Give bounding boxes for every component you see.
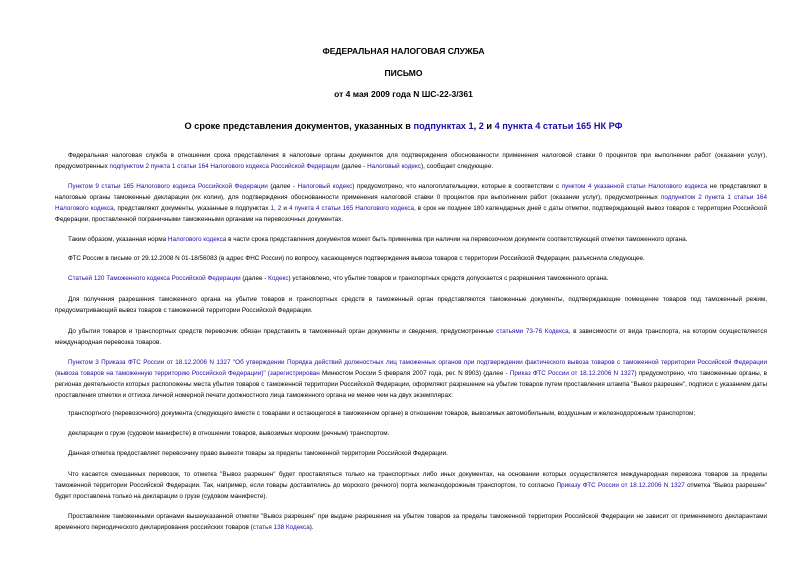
- subject-link-subparagraph-1[interactable]: подпунктах 1: [413, 121, 474, 131]
- text: отметка "Вывоз разрешен" будет проставлена только на декларации о грузе (судовом манифесте).: [55, 482, 767, 500]
- text: (далее -: [267, 183, 298, 190]
- link-article-165-point-4[interactable]: пунктом 4 указанной статьи Налогового кодекса: [561, 183, 708, 190]
- link-tax-code[interactable]: Налогового кодекса: [167, 236, 227, 243]
- text: ) предусмотрено, что таможенные органы, в регионах деятельности которых расположены места убытия товаров с таможенной территории Российской Федерации, оформляют разрешение на убытие товаров путем проставления штампа "Вывоз разрешен", подписи с указанием даты проставления отметки и оттиска личной номерной печати должностного лица таможенного органа не менее чем на двух экземплярах:: [55, 370, 767, 399]
- link-customs-code[interactable]: Кодекс: [268, 275, 289, 282]
- paragraph-5: [55, 273, 767, 284]
- link-tax-code[interactable]: Налоговый кодекс: [367, 163, 421, 170]
- text: Что касается смешанных перевозок, то отметка "Вывоз разрешен" будет проставляться только на транспортных либо иных документах, на основании которых осуществляется международная перевозка товаров за пределы таможенной территории Российской Федерации. Так, например, если товары доставлялись до морского (речного) порта железнодорожным транспортом, то согласно: [55, 471, 767, 489]
- text: ФТС России в письме от 29.12.2008 N 01-18/56083 (в адрес ФНС России) по вопросу, касающемуся подтверждения вывоза товаров с территории Российской Федерации, разъяснила следующее.: [68, 255, 645, 262]
- paragraph-10: [55, 428, 767, 439]
- text: , в зависимости от вида транспорта, на котором осуществляется международная перевозка товаров.: [55, 328, 767, 346]
- text: Минюстом России 5 февраля 2007 года, рег. N 8903) (далее -: [319, 370, 510, 377]
- link-article-138[interactable]: статья 138 Кодекса: [252, 524, 310, 531]
- link-article-164[interactable]: подпунктом 2 пункта 1 статьи 164 Налогового кодекса Российской Федерации: [109, 163, 340, 170]
- paragraph-9: [55, 408, 767, 419]
- text: не представляют в налоговые органы таможенные декларации (их копии), для подтверждения обоснованности применения налоговой ставки 0 процентов при выполнении работ (оказании услуг), предусмотренных: [55, 183, 767, 201]
- text: декларации о грузе (судовом манифесте) в отношении товаров, вывозимых морским (речным) транспортом.: [68, 430, 390, 437]
- link-fts-order-1327[interactable]: Приказу ФТС России от 18.12.2006 N 1327: [556, 482, 685, 489]
- text: ) предусмотрено, что налогоплательщики, которые в соответствии с: [352, 183, 562, 190]
- paragraph-8: [55, 357, 767, 401]
- link-article-165-point-4-sub-4[interactable]: 4 пункта 4 статьи 165 Налогового кодекса: [288, 205, 414, 212]
- document-type: ПИСЬМО: [384, 68, 423, 78]
- text: ).: [309, 524, 314, 531]
- text: ), сообщает следующее.: [420, 163, 494, 170]
- link-customs-code-article-120[interactable]: Статьей 120 Таможенного кодекса Российской Федерации: [68, 275, 241, 282]
- paragraph-11: [55, 448, 767, 459]
- paragraph-13: [55, 511, 767, 533]
- text: и: [281, 205, 289, 212]
- text: Таким образом, указанная норма: [68, 236, 168, 243]
- link-fts-order-1327[interactable]: Приказ ФТС России от 18.12.2006 N 1327: [509, 370, 635, 377]
- paragraph-7: [55, 326, 767, 348]
- paragraph-2: [55, 181, 767, 225]
- text: Для получения разрешения таможенного органа на убытие товаров и транспортных средств в таможенный орган представляются таможенные документы, подтверждающие помещение товаров под таможенный режим, предусматривающий вывоз товаров с таможенной территории Российской Федерации.: [55, 296, 767, 314]
- link-subparagraph-1[interactable]: 1: [270, 205, 274, 212]
- text: Федеральная налоговая служба в отношении срока представления в налоговые органы документов для подтверждения обоснованности применения налоговой ставки 0 процентов при выполнении работ (оказании услуг), предусмотренных: [55, 152, 767, 170]
- text: (далее -: [339, 163, 368, 170]
- link-fts-order-1327-point-3[interactable]: Пунктом 3 Приказа ФТС России от 18.12.2006 N 1327 "Об утверждении Порядка действий должностных лиц таможенных органов при подтверждении фактического вывоза товаров с таможенной территории Российской Федерации (вывоза товаров на таможенную территорию Российской Федерации)" (зарегистрирован: [55, 359, 767, 377]
- link-subparagraph-2[interactable]: 2: [277, 205, 282, 212]
- text: Проставление таможенными органами вышеуказанной отметки "Вывоз разрешен" при выдаче разрешения на убытие товаров за пределы таможенной территории Российской Федерации не зависит от применяемого декларантами временного периодического декларирования российских товаров (: [55, 513, 767, 531]
- paragraph-1: [55, 150, 767, 172]
- link-article-164[interactable]: подпунктом 2 пункта 1 статьи 164 Налогового кодекса: [55, 194, 767, 212]
- link-tax-code[interactable]: Налоговый кодекс: [297, 183, 353, 190]
- link-article-165-point-9[interactable]: Пунктом 9 статьи 165 Налогового кодекса Российской Федерации: [68, 183, 268, 190]
- subject-sep: и: [483, 121, 495, 131]
- subject-sep: ,: [473, 121, 479, 131]
- subject-link-subparagraph-2[interactable]: 2: [478, 121, 484, 131]
- text: транспортного (перевозочного) документа (следующего вместе с товарами и остающегося в таможенном органе) в отношении товаров, вывозимых автомобильным, воздушным и железнодорожным транспортом;: [68, 410, 696, 417]
- text: , в срок не позднее 180 календарных дней с даты отметки, подтверждающей вывоз товаров с территории Российской Федерации, проставленной пограничными таможенными органами на перевозочных документах.: [55, 205, 768, 223]
- document-subject: [0, 121, 807, 131]
- paragraph-3: [55, 234, 767, 245]
- text: в части срока представления документов может быть применима при наличии на перевозочном документе соответствующей отметки таможенного органа.: [226, 236, 688, 243]
- text: ) установлено, что убытие товаров и транспортных средств допускается с разрешения таможенного органа.: [288, 275, 609, 282]
- text: ,: [273, 205, 278, 212]
- link-articles-73-76[interactable]: статьями 73-76 Кодекса: [496, 328, 569, 335]
- text: Данная отметка предоставляет перевозчику право вывезти товары за пределы таможенной территории Российской Федерации.: [68, 450, 448, 457]
- paragraph-4: [55, 253, 767, 264]
- document-date-number: от 4 мая 2009 года N ШС-22-3/361: [334, 89, 473, 99]
- paragraph-12: [55, 469, 767, 502]
- agency-title: ФЕДЕРАЛЬНАЯ НАЛОГОВАЯ СЛУЖБА: [322, 46, 485, 56]
- text: , представляют документы, указанные в подпунктах: [113, 205, 271, 212]
- text: (далее -: [240, 275, 269, 282]
- paragraph-6: [55, 294, 767, 316]
- text: До убытия товаров и транспортных средств перевозчик обязан представить в таможенный орган документы и сведения, предусмотренные: [68, 328, 497, 335]
- subject-text: О сроке представления документов, указанных в: [184, 121, 414, 131]
- subject-link-article-165[interactable]: 4 пункта 4 статьи 165 НК РФ: [494, 121, 623, 131]
